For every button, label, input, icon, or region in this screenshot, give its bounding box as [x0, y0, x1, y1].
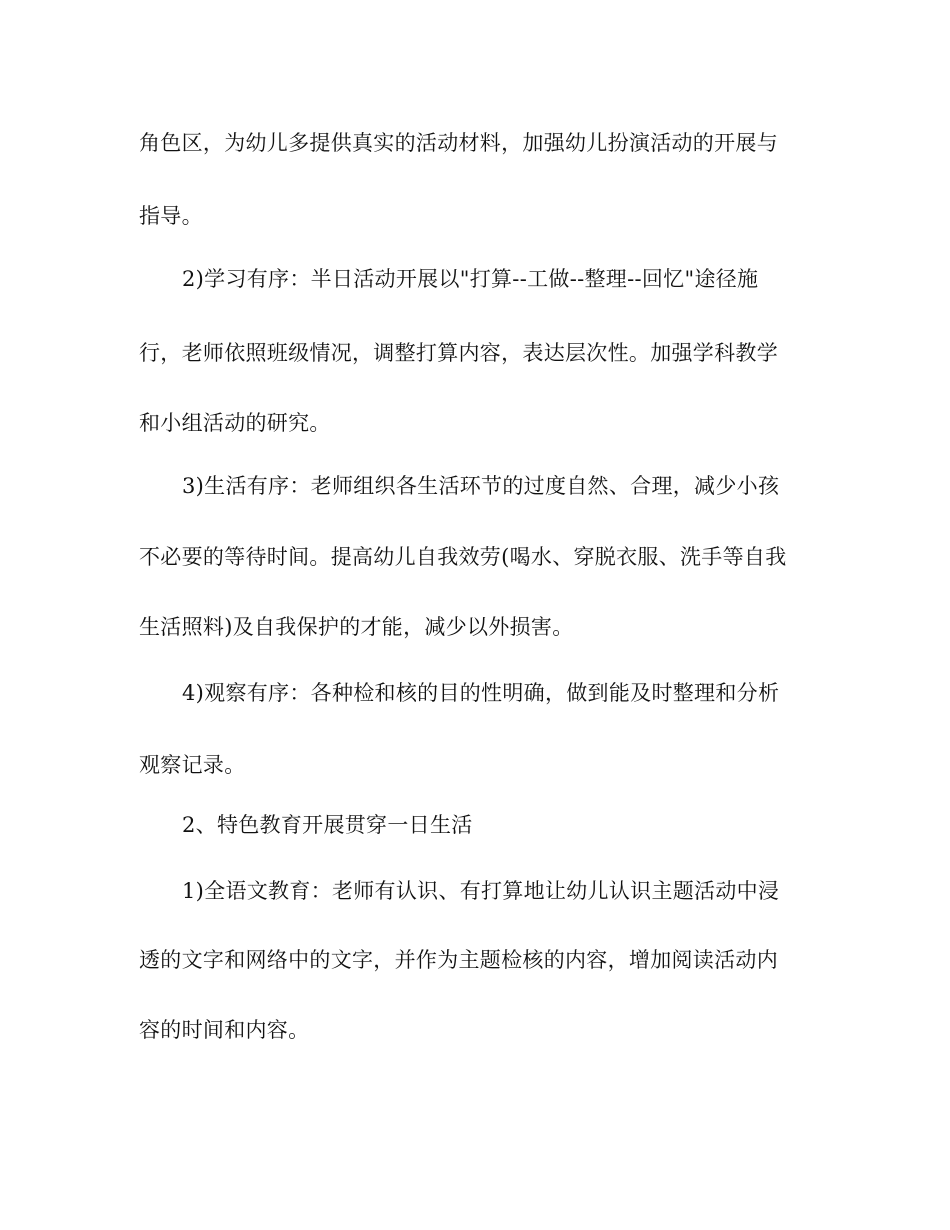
paragraph-2-start: 2)学习有序：半日活动开展以"打算--工做--整理--回忆"途径施 [182, 267, 759, 291]
text-line: 容的时间和内容。 [139, 1018, 310, 1042]
text-line: 观察记录。 [139, 753, 246, 777]
text-line: 和小组活动的研究。 [139, 411, 331, 435]
text-line: 行，老师依照班级情况，调整打算内容，表达层次性。加强学科教学 [139, 341, 778, 365]
text-line: 透的文字和网络中的文字，并作为主题检核的内容，增加阅读活动内 [139, 948, 778, 972]
text-line: 生活照料)及自我保护的才能，减少以外损害。 [139, 615, 574, 639]
text-line: 角色区，为幼儿多提供真实的活动材料，加强幼儿扮演活动的开展与 [139, 131, 778, 155]
paragraph-1-start: 1)全语文教育：老师有认识、有打算地让幼儿认识主题活动中浸 [182, 879, 780, 903]
paragraph-3-start: 3)生活有序：老师组织各生活环节的过度自然、合理，减少小孩 [182, 474, 780, 498]
text-line: 不必要的等待时间。提高幼儿自我效劳(喝水、穿脱衣服、洗手等自我 [139, 545, 787, 569]
section-heading: 2、特色教育开展贯穿一日生活 [182, 813, 473, 837]
paragraph-4-start: 4)观察有序：各种检和核的目的性明确，做到能及时整理和分析 [182, 681, 780, 705]
text-line: 指导。 [139, 204, 203, 228]
